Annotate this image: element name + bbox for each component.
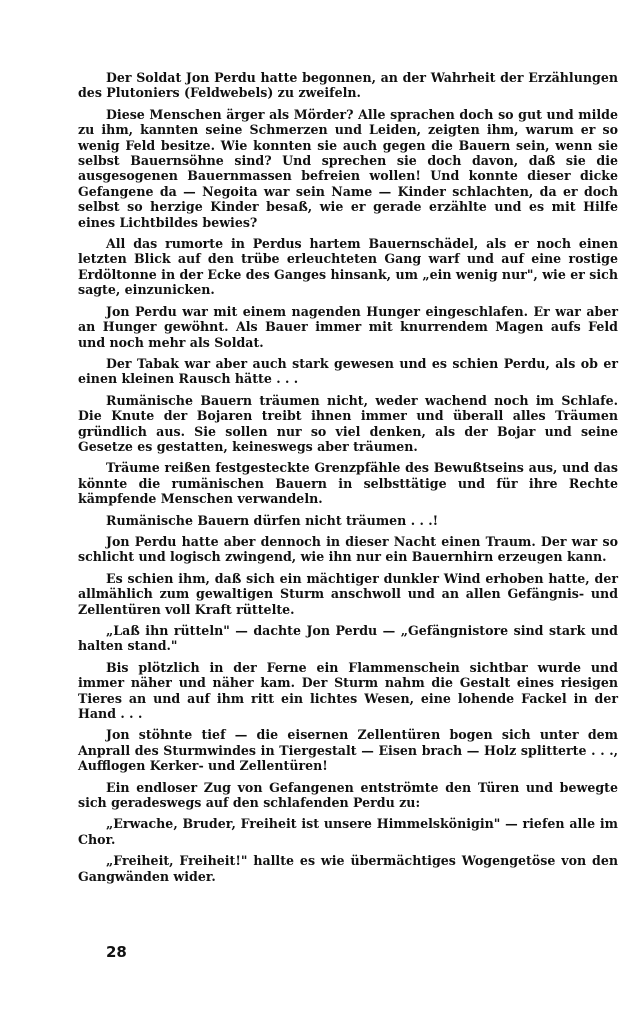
paragraph: All das rumorte in Perdus hartem Bauernschädel, als er noch einen letzten Blick auf den trübe erleuchteten Gang warf und auf eine rostige Erdöltonne in der Ecke des Ganges hinsank, um „ein wenig nur", wie er sich sagte, einzunicken. (78, 236, 618, 298)
paragraph: Rumänische Bauern träumen nicht, weder wachend noch im Schlafe. Die Knute der Bojaren treibt ihnen immer und überall alles Träumen gründlich aus. Sie sollen nur so viel denken, als der Bojar und seine Gesetze es gestatten, keineswegs aber träumen. (78, 392, 618, 454)
paragraph: Rumänische Bauern dürfen nicht träumen . . .! (106, 512, 439, 528)
paragraph: Bis plötzlich in der Ferne ein Flammenschein sichtbar wurde und immer näher und näher kam. Der Sturm nahm die Gestalt eines riesigen Tieres an und auf ihm ritt ein lichtes Wesen, eine lohende Fackel in der Hand . . . (78, 659, 618, 722)
paragraph: „Erwache, Bruder, Freiheit ist unsere Himmelskönigin" — riefen alle im Chor. (78, 816, 618, 847)
paragraph: Jon stöhnte tief — die eisernen Zellentüren bogen sich unter dem Anprall des Sturmwindes in Tiergestalt — Eisen brach — Holz splitterte . . ., Aufflogen Kerker- und Zellentüren! (78, 727, 618, 774)
paragraph: Jon Perdu war mit einem nagenden Hunger eingeschlafen. Er war aber an Hunger gewöhnt. Als Bauer immer mit knurrendem Magen aufs Feld und noch mehr als Soldat. (78, 303, 618, 350)
paragraph: Ein endloser Zug von Gefangenen entströmte den Türen und bewegte sich geradeswegs auf den schlafenden Perdu zu: (78, 779, 618, 811)
paragraph: Es schien ihm, daß sich ein mächtiger dunkler Wind erhoben hatte, der allmählich zum gewaltigen Sturm anschwoll und an allen Gefängnis- und Zellentüren voll Kraft rüttelte. (78, 570, 618, 617)
paragraph: Jon Perdu hatte aber dennoch in dieser Nacht einen Traum. Der war so schlicht und logisch zwingend, wie ihn nur ein Bauernhirn erzeugen kann. (78, 533, 618, 565)
paragraph: Träume reißen festgesteckte Grenzpfähle des Bewußtseins aus, und das könnte die rumänischen Bauern in selbsttätige und für ihre Rechte kämpfende Menschen verwandeln. (78, 460, 618, 507)
paragraph: „Freiheit, Freiheit!" hallte es wie übermächtiges Wogengetöse von den Gangwänden wider. (78, 853, 618, 884)
page-number: 28 (106, 943, 127, 961)
paragraph: Der Tabak war aber auch stark gewesen und es schien Perdu, als ob er einen kleinen Rausch hätte . . . (78, 355, 618, 387)
body-text (78, 70, 618, 890)
paragraph: Der Soldat Jon Perdu hatte begonnen, an der Wahrheit der Erzählungen des Plutoniers (Feldwebels) zu zweifeln. (78, 70, 618, 101)
paragraph: Diese Menschen ärger als Mörder? Alle sprachen doch so gut und milde zu ihm, kannten seine Schmerzen und Leiden, zeigten ihm, warum er so wenig Feld besitze. Wie konnten sie auch gegen die Bauern sein, wenn sie selbst Bauernsöhne sind? Und sprechen sie doch davon, daß sie die ausgesogenen Bauernmassen befreien wollen! Und konnte dieser dicke Gefangene da — Negoita war sein Name — Kinder schlachten, da er doch selbst so herzige Kinder besaß, wie er gerade erzählte und es mit Hilfe eines Lichtbildes bewies? (78, 106, 618, 230)
paragraph: „Laß ihn rütteln" — dachte Jon Perdu — „Gefängnistore sind stark und halten stand." (78, 623, 618, 654)
